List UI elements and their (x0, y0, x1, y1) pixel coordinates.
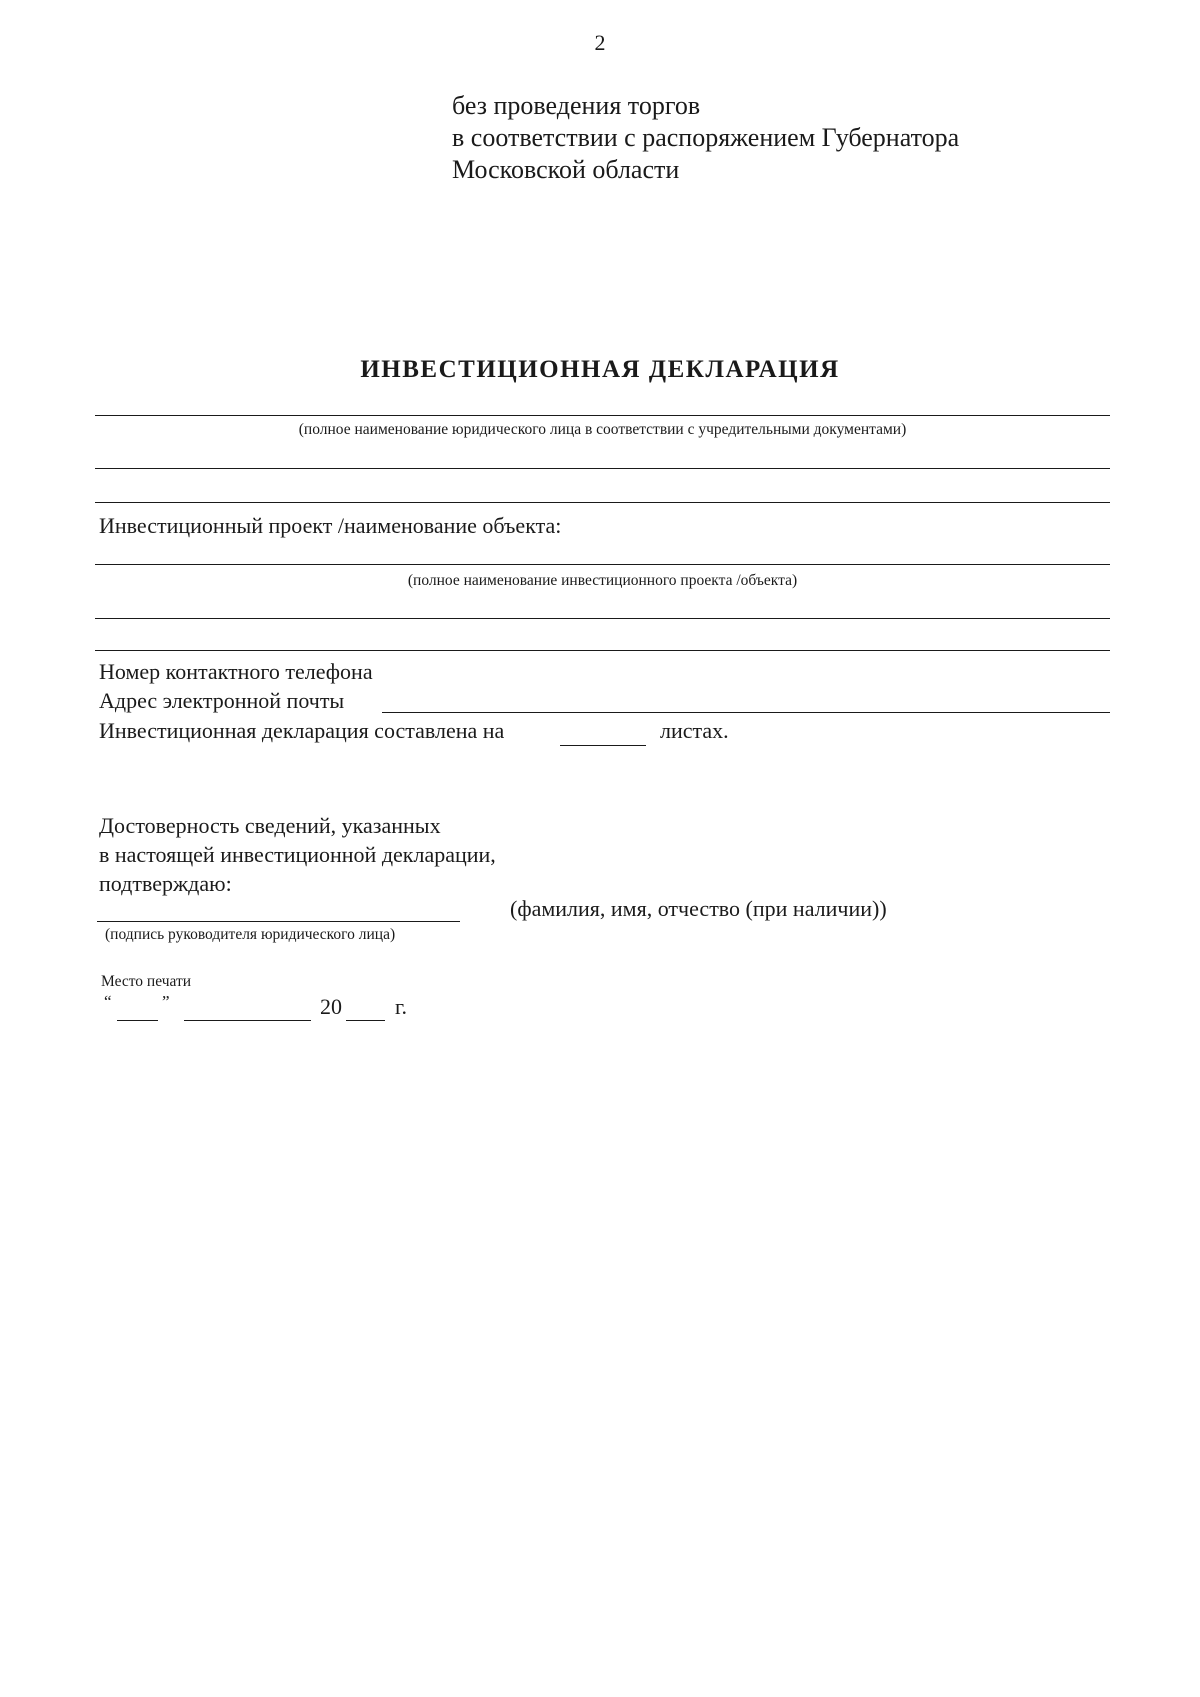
legal-entity-caption: (полное наименование юридического лица в соответствии с учредительными документами) (298, 421, 907, 438)
signature-field-line (97, 921, 460, 922)
header-line: без проведения торгов (452, 91, 701, 120)
email-field-line (382, 712, 1110, 713)
day-field-line (117, 1020, 158, 1021)
signature-caption: (подпись руководителя юридического лица) (105, 926, 396, 943)
phone-label: Номер контактного телефона (99, 659, 373, 684)
full-name-caption: (фамилия, имя, отчество (при наличии)) (510, 896, 887, 921)
legal-entity-field-line (95, 415, 1110, 416)
stamp-label: Место печати (101, 973, 192, 990)
confirmation-line: в настоящей инвестиционной декларации, (99, 842, 496, 867)
document-title: ИНВЕСТИЦИОННАЯ ДЕКЛАРАЦИЯ (360, 356, 840, 383)
project-field-line-2 (95, 618, 1110, 619)
legal-entity-field-line-2 (95, 468, 1110, 469)
sheets-count-field-line (560, 745, 646, 746)
project-field-line-3 (95, 650, 1110, 651)
confirmation-line: Достоверность сведений, указанных (99, 813, 441, 838)
header-line: Московской области (452, 155, 680, 184)
date-close-quote: ” (162, 992, 170, 1011)
date-open-quote: “ (104, 992, 112, 1011)
email-label: Адрес электронной почты (99, 688, 345, 713)
header-line: в соответствии с распоряжением Губернатора (452, 123, 960, 152)
sheets-suffix: листах. (660, 718, 729, 743)
year-field-line (346, 1020, 385, 1021)
legal-entity-field-line-3 (95, 502, 1110, 503)
project-field-line (95, 564, 1110, 565)
page-number: 2 (594, 30, 606, 55)
month-field-line (184, 1020, 311, 1021)
project-caption: (полное наименование инвестиционного проекта /объекта) (407, 572, 798, 589)
sheets-prefix: Инвестиционная декларация составлена на (99, 718, 505, 743)
year-suffix: г. (395, 994, 408, 1019)
year-prefix: 20 (320, 994, 342, 1019)
confirmation-line: подтверждаю: (99, 871, 232, 896)
project-label: Инвестиционный проект /наименование объекта: (99, 513, 562, 538)
